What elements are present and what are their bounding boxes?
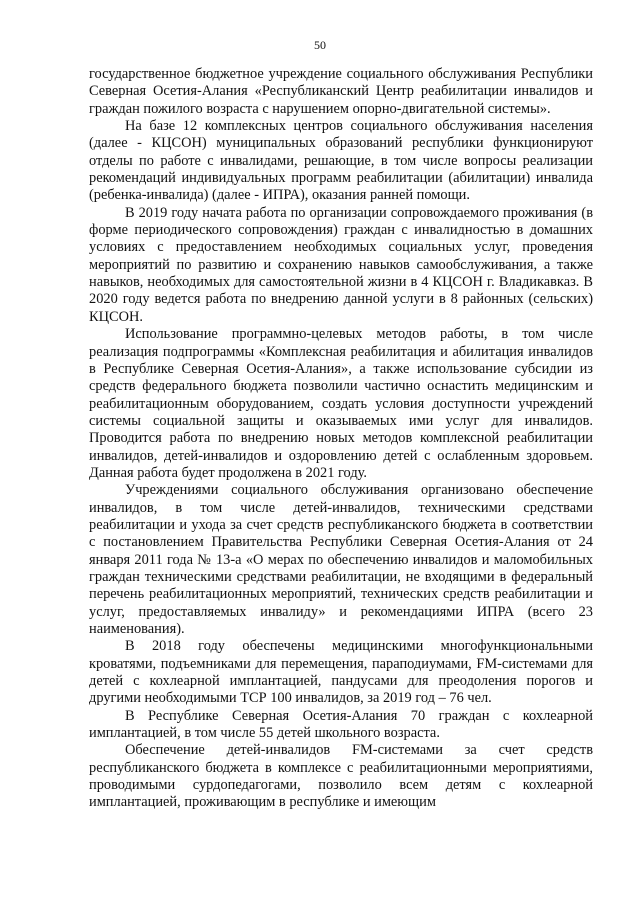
paragraph-supported-living: В 2019 году начата работа по организации сопровождаемого проживания (в форме периодического сопровождения) граждан с инвалидностью в домашних условиях с предоставлением необходимых социальных услуг, проведения мероприятий по развитию и сохранению навыков самообслуживания, а также навыков, необходимых для самостоятельной жизни в 4 КЦСОН г. Владикавказ. В 2020 году ведется работа по внедрению данной услуги в 8 районных (сельских) КЦСОН.: [89, 204, 593, 325]
paragraph-continuation: государственное бюджетное учреждение социального обслуживания Республики Северная Осетия-Алания «Республиканский Центр реабилитации инвалидов и граждан пожилого возраста с нарушением опорно-двигательной системы».: [89, 66, 593, 117]
document-body: [89, 66, 593, 812]
paragraph-program-methods: Использование программно-целевых методов работы, в том числе реализация подпрограммы «Комплексная реабилитация и абилитация инвалидов в Республике Северная Осетия-Алания», а также использование субсидии из средств федерального бюджета позволили частично оснастить медицинским и реабилитационным оборудованием, создать условия доступности учреждений системы социальной защиты и оказываемых ими услуг для инвалидов. Проводится работа по внедрению новых методов комплексной реабилитации инвалидов, детей-инвалидов и оздоровлению детей с ослабленным здоровьем. Данная работа будет продолжена в 2021 году.: [89, 326, 593, 481]
paragraph-technical-aids: Учреждениями социального обслуживания организовано обеспечение инвалидов, в том числе детей-инвалидов, техническими средствами реабилитации и ухода за счет средств республиканского бюджета в соответствии с постановлением Правительства Республики Северная Осетия-Алания от 24 января 2011 года № 13-а «О мерах по обеспечению инвалидов и маломобильных граждан техническими средствами реабилитации, не входящими в федеральный перечень реабилитационных мероприятий, технических средств реабилитации и услуг, предоставляемых инвалиду» и рекомендациями ИПРА (всего 23 наименования).: [89, 482, 593, 637]
page-number: 50: [314, 38, 326, 52]
paragraph-2018-provision: В 2018 году обеспечены медицинскими многофункциональными кроватями, подъемниками для перемещения, параподиумами, FM-системами для детей с кохлеарной имплантацией, пандусами для преодоления порогов и другими необходимыми ТСР 100 инвалидов, за 2019 год – 76 чел.: [89, 638, 593, 707]
paragraph-fm-systems: Обеспечение детей-инвалидов FM-системами за счет средств республиканского бюджета в комплексе с реабилитационными мероприятиями, проводимыми сурдопедагогами, позволило всем детям с кохлеарной имплантацией, проживающим в республике и имеющим: [89, 742, 593, 811]
paragraph-kcson-centers: На базе 12 комплексных центров социального обслуживания населения (далее - КЦСОН) муниципальных образований республики функционируют отделы по работе с инвалидами, решающие, в том числе вопросы реализации рекомендаций индивидуальных программ реабилитации (абилитации) инвалида (ребенка-инвалида) (далее - ИПРА), оказания ранней помощи.: [89, 118, 593, 204]
paragraph-cochlear-count: В Республике Северная Осетия-Алания 70 граждан с кохлеарной имплантацией, в том числе 55 детей школьного возраста.: [89, 707, 593, 742]
